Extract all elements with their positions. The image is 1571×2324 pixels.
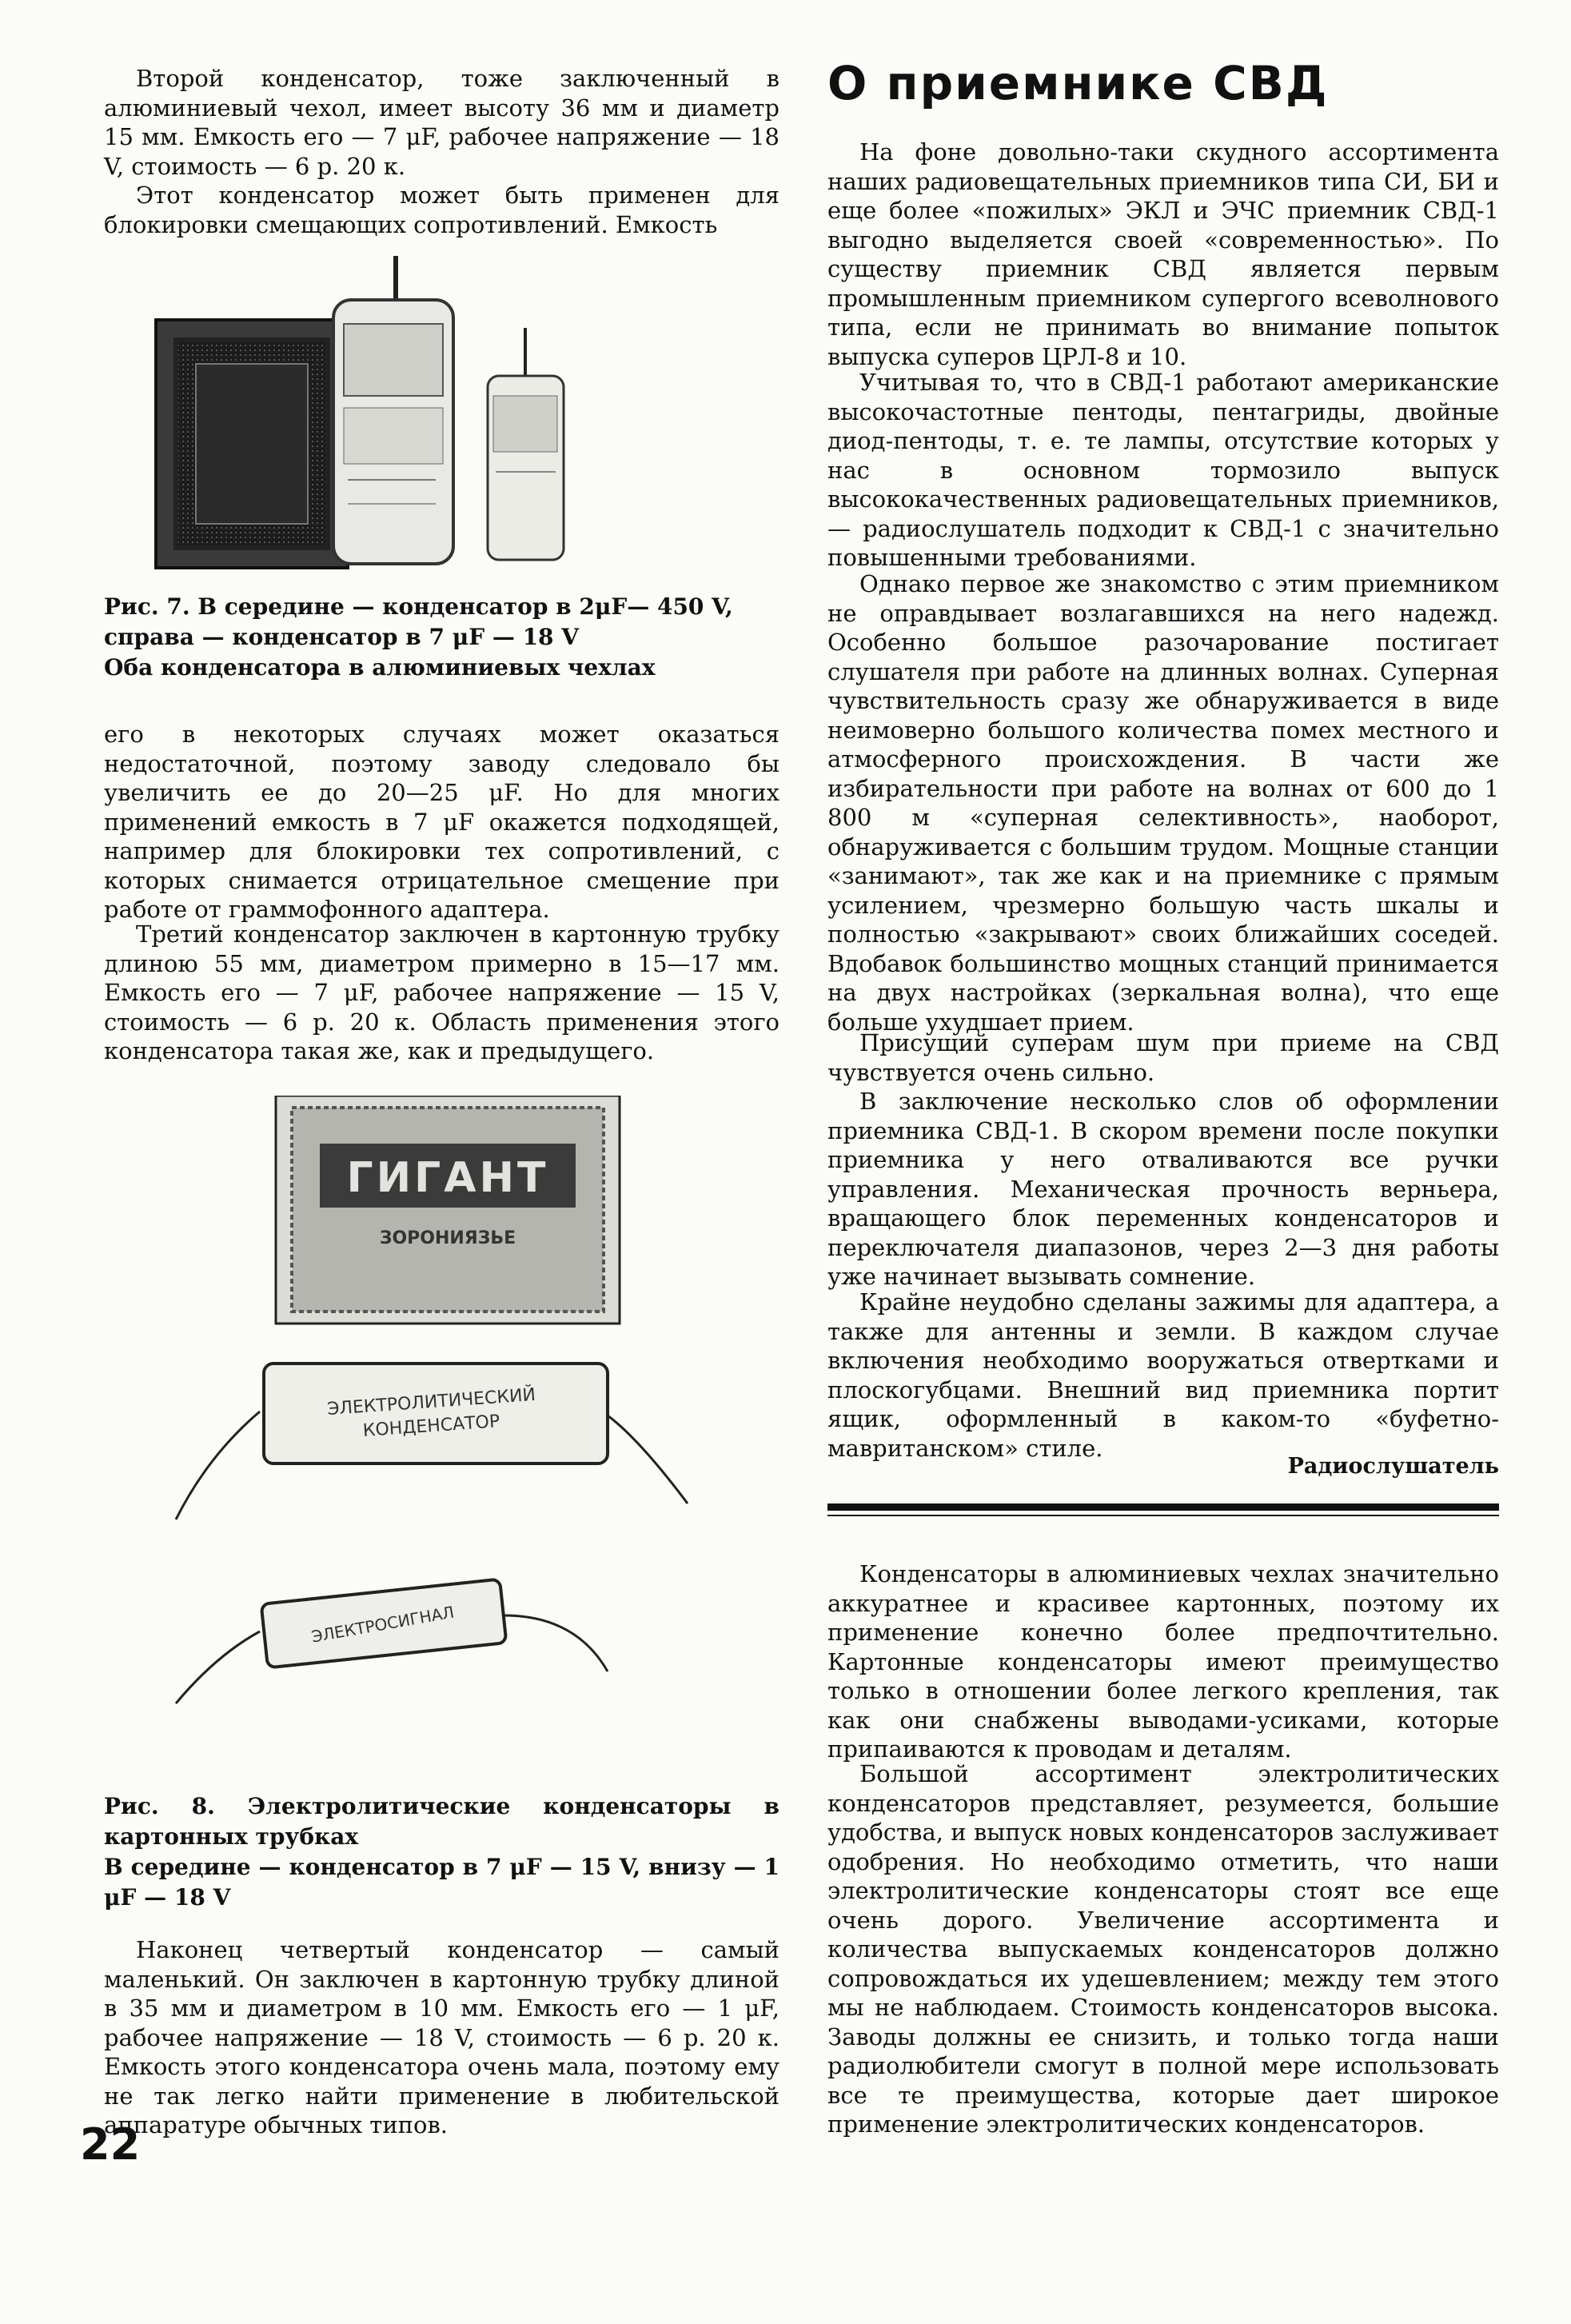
fig8-cap-mid-line1: ЭЛЕКТРОЛИТИЧЕСКИЙ	[326, 1384, 536, 1420]
figure-7-caption	[104, 592, 780, 683]
fig8-box-sub: ЗОРОНИЯЗЬЕ	[379, 1228, 516, 1248]
right-paragraph-1: На фоне довольно-таки скудного ассортимента наших радиовещательных приемников типа СИ, БИ и еще более «пожилых» ЭКЛ и ЭЧС приемник СВД-1 выгодно выделяется своей «современностью». По существу приемник СВД является первым промышленным приемником супергого всеволнового типа, если не принимать во внимание попыток выпуска суперов ЦРЛ-8 и 10.	[827, 138, 1499, 370]
fig8-caption-line1: Рис. 8. Электролитические конденсаторы в картонных трубках	[104, 1793, 780, 1850]
right-paragraph-4: Присущий суперам шум при приеме на СВД чувствуется очень сильно.	[827, 1029, 1499, 1086]
right-paragraph-3: Однако первое же знакомство с этим приемником не оправдывает возлагавшихся на него надежд. Особенно большое разочарование постигает слушателя при работе на длинных волнах. Суперная чувствительность сразу же обнаруживается в виде неимоверно большого количества помех местного и атмосферного происхождения. В части же избирательности при работе на волнах от 600 до 1 800 м «суперная селективность», наоборот, обнаруживается с большим трудом. Мощные станции «занимают», так же как и на приемнике с прямым усилением, чрезмерно большую часть шкалы и полностью «закрывают» своих ближайших соседей. Вдобавок большинство мощных станций принимается на двух настройках (зеркальная волна), что еще больше ухудшает прием.	[827, 570, 1499, 1036]
right-paragraph-5: В заключение несколько слов об оформлении приемника СВД-1. В скором времени после покупки приемника у него отваливаются все ручки управления. Механическая прочность верньера, вращающего блок переменных конденсаторов и переключателя диапазонов, через 2—3 дня работы уже начинает вызывать сомнение.	[827, 1088, 1499, 1290]
fig7-caption-line2: справа — конденсатор в 7 μF — 18 V	[104, 624, 580, 650]
fig8-box-brand: ГИГАНТ	[346, 1154, 549, 1202]
page-number: 22	[80, 2119, 141, 2170]
left-paragraph-4: Третий конденсатор заключен в картонную трубку длиною 55 мм, диаметром примерно в 15—17 мм. Емкость его — 7 μF, рабочее напряжение — 15 V, стоимость — 6 р. 20 к. Область применения этого конденсатора такая же, как и предыдущего.	[104, 920, 780, 1064]
left-paragraph-5: Наконец четвертый конденсатор — самый маленький. Он заключен в картонную трубку длиной в 35 мм и диаметром в 10 мм. Емкость его — 1 μF, рабочее напряжение — 18 V, стоимость — 6 р. 20 к. Емкость этого конденсатора очень мала, поэтому ему не так легко найти применение в любительской аппаратуре обычных типов.	[104, 1936, 780, 2138]
figure-7-photo	[148, 248, 756, 584]
fig7-caption-line1: Рис. 7. В середине — конденсатор в 2μF— 450 V,	[104, 593, 733, 620]
right-lower-paragraph-1: Конденсаторы в алюминиевых чехлах значительно аккуратнее и красивее картонных, поэтому их применение конечно более предпочтительно. Картонные конденсаторы имеют преимущество только в отношении более легкого крепления, так как они снабжены выводами-усиками, которые припаиваются к проводам и деталям.	[827, 1560, 1499, 1763]
article-title: О приемнике СВД	[827, 56, 1329, 110]
right-paragraph-2: Учитывая то, что в СВД-1 работают американские высокочастотные пентоды, пентагриды, двойные диод-пентоды, т. е. те лампы, отсутствие которых у нас в основном тормозило выпуск высококачественных радиовещательных приемников, — радиослушатель подходит к СВД-1 с значительно повышенными требованиями.	[827, 369, 1499, 571]
left-paragraph-1: Второй конденсатор, тоже заключенный в алюминиевый чехол, имеет высоту 36 мм и диаметр 15 мм. Емкость его — 7 μF, рабочее напряжение — 18 V, стоимость — 6 р. 20 к.	[104, 65, 780, 180]
right-lower-paragraph-2: Большой ассортимент электролитических конденсаторов представляет, резумеется, большие удобства, и выпуск новых конденсаторов заслуживает одобрения. Но необходимо отметить, что наши электролитические конденсаторы стоят все еще очень дорого. Увеличение ассортимента и количества выпускаемых конденсаторов должно сопровождаться их удешевлением; между тем этого мы не наблюдаем. Стоимость конденсаторов высока. Заводы должны ее снизить, и только тогда наши радиолюбители смогут в полной мере использовать все те преимущества, которые дает широкое применение электролитических конденсаторов.	[827, 1760, 1499, 2138]
figure-8-caption	[104, 1791, 780, 1913]
section-divider-thin	[827, 1515, 1499, 1516]
section-divider-thick	[827, 1503, 1499, 1511]
fig8-cap-mid-line2: КОНДЕНСАТОР	[362, 1412, 500, 1441]
left-paragraph-2: Этот конденсатор может быть применен для блокировки смещающих сопротивлений. Емкость	[104, 182, 780, 238]
fig7-caption-line3: Оба конденсатора в алюминиевых чехлах	[104, 654, 656, 681]
fig8-caption-line2: В середине — конденсатор в 7 μF — 15 V, внизу — 1 μF — 18 V	[104, 1854, 780, 1911]
figure-8-photo	[128, 1096, 784, 1799]
left-paragraph-3: его в некоторых случаях может оказаться недостаточной, поэтому заводу следовало бы увеличить ее до 20—25 μF. Но для многих применений емкость в 7 μF окажется подходящей, например для блокировки тех сопротивлений, с которых снимается отрицательное смещение при работе от граммофонного адаптера.	[104, 721, 780, 923]
fig8-cap-small-label: ЭЛЕКТРОСИГНАЛ	[309, 1602, 456, 1647]
article-signature: Радиослушатель	[1287, 1454, 1499, 1479]
right-paragraph-6: Крайне неудобно сделаны зажимы для адаптера, а также для антенны и земли. В каждом случае включения необходимо вооружаться отвертками и плоскогубцами. Внешний вид приемника портит ящик, оформленный в каком-то «буфетно-мавританском» стиле.	[827, 1288, 1499, 1462]
